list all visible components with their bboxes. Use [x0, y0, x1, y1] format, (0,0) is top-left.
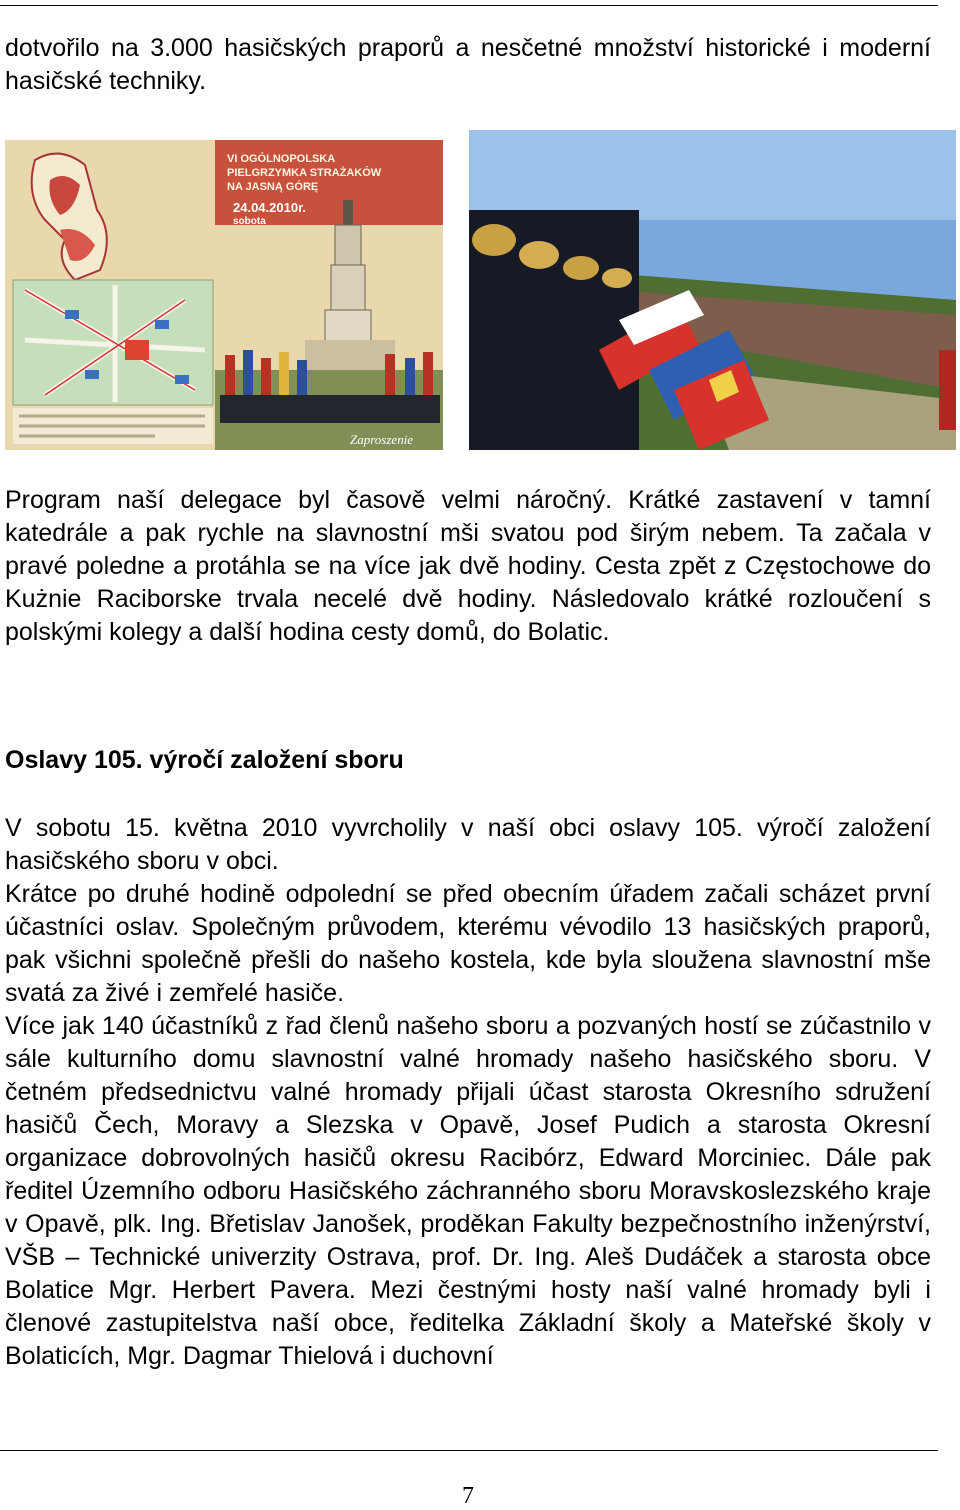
procession-paragraph: Krátce po druhé hodině odpolední se před obecním úřadem začali scházet první účastníci oslav. Společným průvodem, kterému vévodilo 13 hasičských praporů, pak všichni společně přešli do našeho kostela, kde byla sloužena slavnostní mše svatá za živé i zemřelé hasiče. — [5, 880, 931, 1007]
top-rule — [0, 5, 938, 6]
crowd-illustration — [469, 130, 956, 450]
section-heading: Oslavy 105. výročí založení sboru — [5, 746, 404, 774]
delegation-program-paragraph: Program naší delegace byl časově velmi náročný. Krátké zastavení v tamní katedrále a pak rychle na slavnostní mši svatou pod širým nebem. Ta začala v pravé poledne a protáhla se na více jak dvě hodiny. Cesta zpět z Częstochowe do Kużnie Raciborske trvala necelé dvě hodiny. Následovalo krátké rozloučení s polskými kolegy a další hodina cesty domů, do Bolatic. — [5, 486, 931, 646]
general-assembly-paragraph: Více jak 140 účastníků z řad členů našeho sboru a pozvaných hostí se zúčastnilo v sále kulturního domu slavnostní valné hromady našeho hasičského sboru. V četném předsednictvu valné hromady přijali účast starosta Okresního sdružení hasičů Čech, Moravy a Slezska v Opavě, Josef Pudich a starosta Okresní organizace dobrovolných hasičů okresu Racibórz, Edward Morciniec. Dále pak ředitel Územního odboru Hasičského záchranného sboru Moravskoslezského kraje v Opavě, plk. Ing. Břetislav Janošek, proděkan Fakulty bezpečnostního inženýrství, VŠB – Technické univerzity Ostrava, prof. Dr. Ing. Aleš Dudáček a starosta obce Bolatice Mgr. Herbert Pavera. Mezi čestnými hosty naší valné hromady byli i členové zastupitelstva naší obce, ředitelka Základní školy a Mateřské školy v Bolaticích, Mgr. Dagmar Thielová i duchovní — [5, 1012, 931, 1370]
page-number: 7 — [462, 1483, 474, 1509]
poster-caption: Zaproszenie — [350, 432, 414, 447]
route-map — [13, 280, 213, 405]
poster-date: 24.04.2010r. — [233, 200, 307, 215]
footer-rule — [0, 1450, 938, 1451]
poster-banner-line1: VI OGÓLNOPOLSKA — [227, 153, 336, 165]
poster-banner-line3: NA JASNĄ GÓRĘ — [227, 181, 319, 193]
poster-illustration — [5, 140, 443, 450]
celebration-intro-paragraph: V sobotu 15. května 2010 vyvrcholily v naší obci oslavy 105. výročí založení hasičského sboru v obci. — [5, 814, 931, 875]
firefighters-crowd-photo — [469, 130, 956, 450]
map-legend — [13, 408, 213, 444]
pilgrimage-poster-image — [5, 140, 443, 450]
poster-day: sobota — [233, 216, 266, 227]
poster-banner-line2: PIELGRZYMKA STRAŻAKÓW — [227, 167, 382, 179]
intro-paragraph: dotvořilo na 3.000 hasičských praporů a nesčetné množství historické i moderní hasičské techniky. — [5, 34, 931, 95]
